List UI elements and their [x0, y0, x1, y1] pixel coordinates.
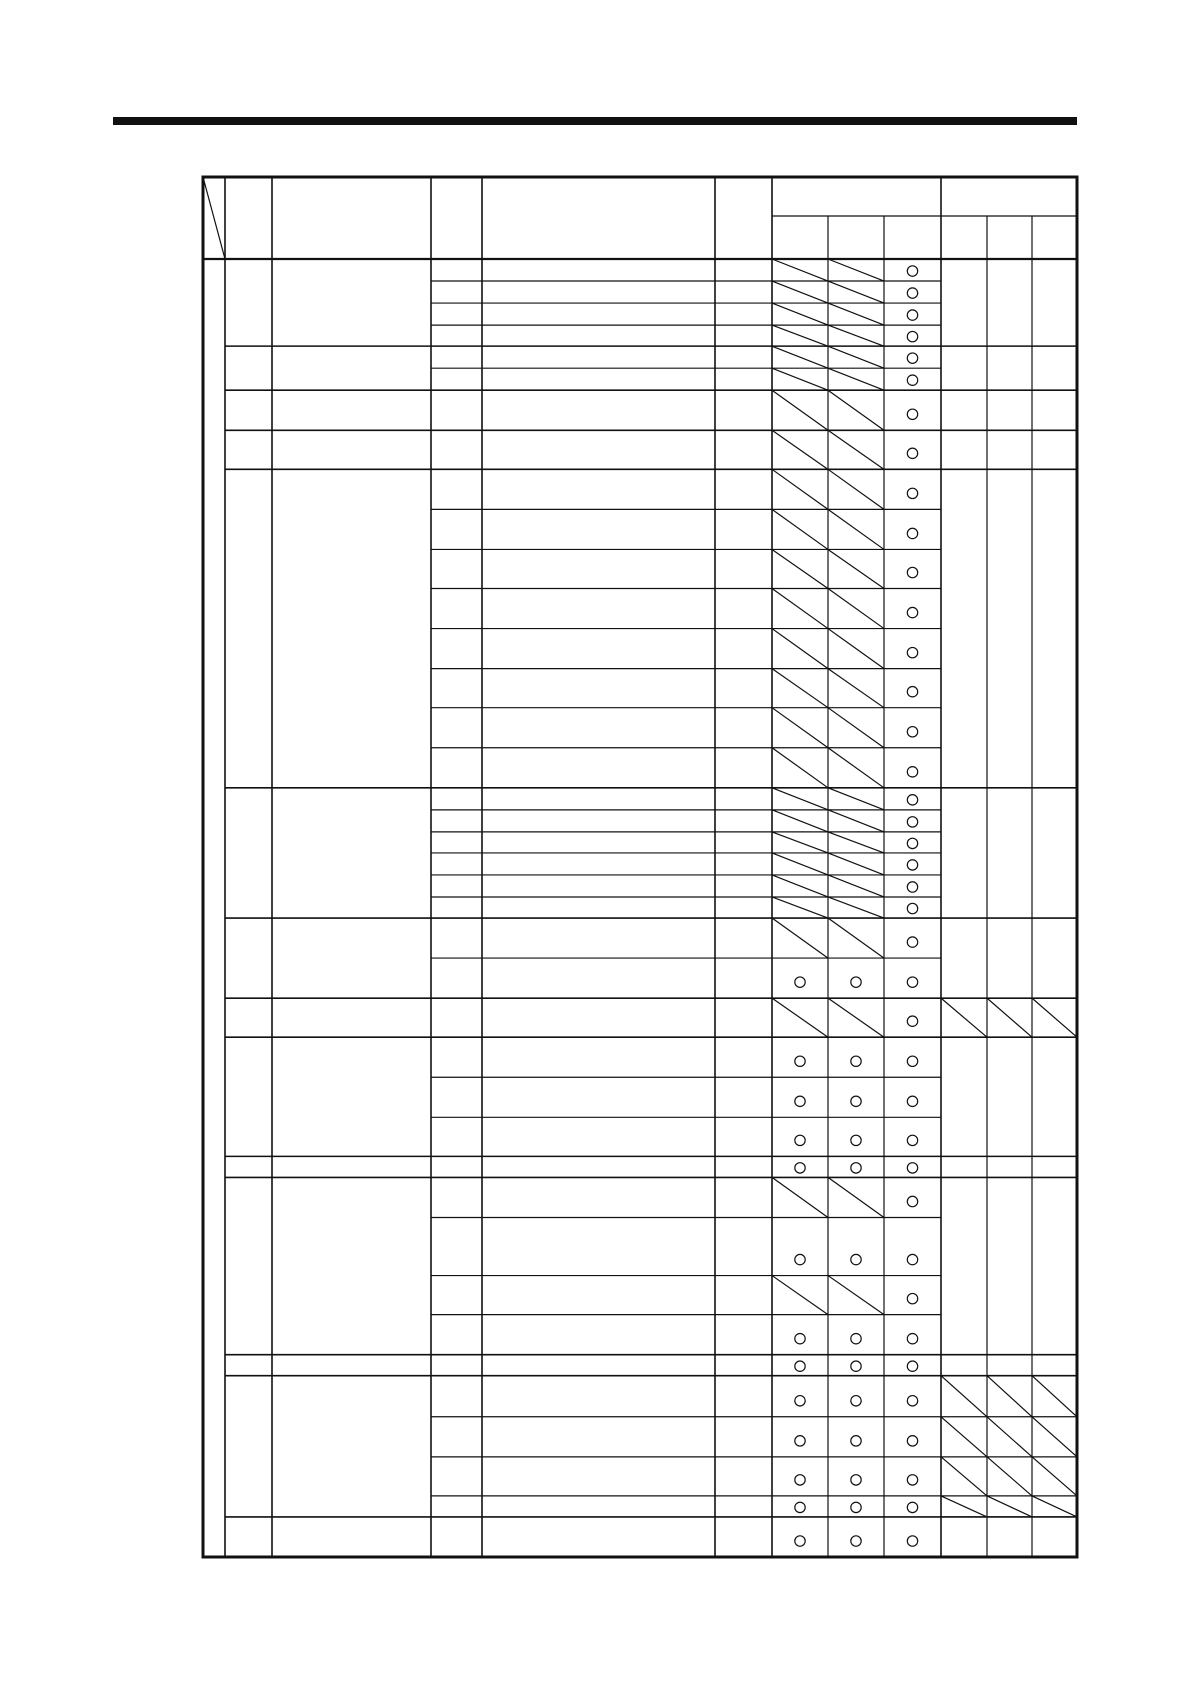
na-slash	[772, 708, 828, 748]
na-slash	[1032, 1457, 1077, 1496]
na-slash	[941, 1376, 987, 1417]
na-slash	[772, 897, 828, 918]
circle-mark	[851, 1135, 861, 1145]
na-slash	[772, 390, 828, 430]
na-slash	[772, 346, 828, 368]
circle-mark	[851, 1163, 861, 1173]
na-slash	[828, 346, 884, 368]
table-frame	[203, 177, 1077, 1557]
na-slash	[828, 430, 884, 469]
na-slash	[828, 918, 884, 958]
na-slash	[772, 509, 828, 549]
na-slash	[772, 788, 828, 810]
na-slash	[828, 788, 884, 810]
circle-mark	[795, 1163, 805, 1173]
circle-mark	[907, 266, 917, 276]
na-slash	[828, 998, 884, 1037]
na-slash	[987, 1376, 1032, 1417]
circle-mark	[851, 1396, 861, 1406]
circle-mark	[907, 977, 917, 987]
circle-mark	[907, 1436, 917, 1446]
circle-mark	[851, 1475, 861, 1485]
circle-mark	[851, 1333, 861, 1343]
circle-mark	[907, 448, 917, 458]
na-slash	[772, 1276, 828, 1315]
circle-mark	[907, 838, 917, 848]
na-slash	[1032, 998, 1077, 1037]
na-slash	[772, 875, 828, 897]
circle-mark	[795, 1254, 805, 1264]
na-slash	[1032, 1496, 1077, 1517]
circle-mark	[907, 528, 917, 538]
circle-mark	[795, 1396, 805, 1406]
na-slash	[828, 810, 884, 832]
circle-mark	[907, 288, 917, 298]
circle-mark	[907, 860, 917, 870]
circle-mark	[795, 1502, 805, 1512]
na-slash	[772, 669, 828, 708]
circle-mark	[907, 310, 917, 320]
circle-mark	[795, 1361, 805, 1371]
circle-mark	[907, 1333, 917, 1343]
circle-mark	[907, 1293, 917, 1303]
circle-mark	[907, 937, 917, 947]
corner-diagonal	[203, 177, 225, 259]
na-slash	[772, 918, 828, 958]
circle-mark	[907, 1361, 917, 1371]
circle-mark	[851, 1056, 861, 1066]
na-slash	[828, 629, 884, 669]
na-slash	[772, 549, 828, 588]
na-slash	[828, 1276, 884, 1315]
na-slash	[828, 897, 884, 918]
na-slash	[772, 853, 828, 875]
na-slash	[772, 259, 828, 281]
circle-mark	[907, 1016, 917, 1026]
circle-mark	[795, 1475, 805, 1485]
na-slash	[828, 509, 884, 549]
na-slash	[772, 1177, 828, 1217]
na-slash	[828, 303, 884, 325]
na-slash	[828, 549, 884, 588]
circle-mark	[907, 1163, 917, 1173]
na-slash	[828, 368, 884, 390]
circle-mark	[907, 1475, 917, 1485]
na-slash	[941, 1417, 987, 1457]
na-slash	[941, 998, 987, 1037]
na-slash	[987, 1496, 1032, 1517]
circle-mark	[795, 1333, 805, 1343]
na-slash	[828, 748, 884, 788]
na-slash	[987, 998, 1032, 1037]
na-slash	[828, 708, 884, 748]
na-slash	[828, 832, 884, 853]
na-slash	[772, 810, 828, 832]
circle-mark	[851, 1096, 861, 1106]
circle-mark	[907, 795, 917, 805]
na-slash	[1032, 1417, 1077, 1457]
circle-mark	[907, 1254, 917, 1264]
na-slash	[941, 1496, 987, 1517]
circle-mark	[795, 1135, 805, 1145]
circle-mark	[907, 1196, 917, 1206]
circle-mark	[851, 1361, 861, 1371]
circle-mark	[907, 903, 917, 913]
na-slash	[828, 469, 884, 509]
circle-mark	[907, 1096, 917, 1106]
na-slash	[828, 281, 884, 303]
circle-mark	[907, 1502, 917, 1512]
na-slash	[828, 390, 884, 430]
circle-mark	[907, 1396, 917, 1406]
na-slash	[828, 669, 884, 708]
na-slash	[987, 1417, 1032, 1457]
na-slash	[772, 629, 828, 669]
circle-mark	[907, 607, 917, 617]
na-slash	[772, 430, 828, 469]
na-slash	[772, 832, 828, 853]
circle-mark	[907, 817, 917, 827]
circle-mark	[907, 1135, 917, 1145]
na-slash	[828, 1177, 884, 1217]
circle-mark	[907, 1056, 917, 1066]
circle-mark	[795, 1096, 805, 1106]
na-slash	[772, 325, 828, 346]
na-slash	[772, 281, 828, 303]
circle-mark	[907, 331, 917, 341]
circle-mark	[907, 375, 917, 385]
na-slash	[772, 998, 828, 1037]
na-slash	[772, 469, 828, 509]
na-slash	[987, 1457, 1032, 1496]
na-slash	[772, 589, 828, 629]
circle-mark	[907, 1536, 917, 1546]
circle-mark	[907, 567, 917, 577]
na-slash	[772, 368, 828, 390]
na-slash	[828, 875, 884, 897]
circle-mark	[907, 686, 917, 696]
na-slash	[828, 325, 884, 346]
na-slash	[941, 1457, 987, 1496]
circle-mark	[851, 1436, 861, 1446]
circle-mark	[795, 1536, 805, 1546]
na-slash	[828, 259, 884, 281]
circle-mark	[907, 409, 917, 419]
circle-mark	[851, 1502, 861, 1512]
na-slash	[828, 589, 884, 629]
na-slash	[772, 748, 828, 788]
na-slash	[1032, 1376, 1077, 1417]
circle-mark	[907, 353, 917, 363]
circle-mark	[795, 1056, 805, 1066]
circle-mark	[851, 1536, 861, 1546]
circle-mark	[907, 882, 917, 892]
circle-mark	[907, 488, 917, 498]
circle-mark	[851, 977, 861, 987]
circle-mark	[907, 647, 917, 657]
na-slash	[772, 303, 828, 325]
circle-mark	[851, 1254, 861, 1264]
circle-mark	[795, 1436, 805, 1446]
circle-mark	[795, 977, 805, 987]
circle-mark	[907, 727, 917, 737]
na-slash	[828, 853, 884, 875]
circle-mark	[907, 767, 917, 777]
